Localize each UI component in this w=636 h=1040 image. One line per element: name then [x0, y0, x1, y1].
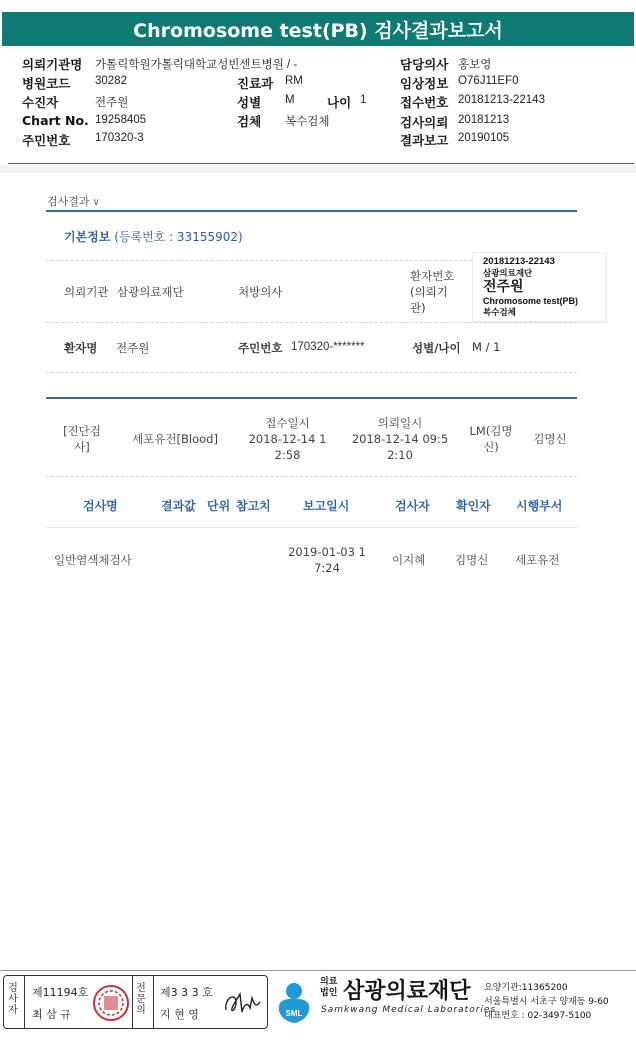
- sex-label: 성별: [237, 95, 262, 110]
- basic-info-title: [64, 228, 243, 245]
- received-line1: 2018-12-14 1: [248, 432, 327, 446]
- specialist-v-char: 문: [136, 994, 146, 1005]
- org-address: 서울특별시 서초구 양재동 9-60: [484, 997, 609, 1007]
- received-label: 접수일시: [265, 416, 310, 430]
- col-tester: 검사자: [395, 499, 430, 513]
- inspector-name: 최 삼 규: [32, 1008, 71, 1021]
- inspector-v-char: 자: [8, 1005, 18, 1016]
- table-header-divider: [46, 527, 577, 528]
- sml-logo-icon: [268, 977, 320, 1027]
- row-tester: 이지혜: [392, 553, 426, 567]
- col-report-time: 보고일시: [303, 499, 350, 513]
- org-name: 삼광의료재단: [343, 979, 471, 1004]
- request-date-label: 검사의뢰: [400, 115, 449, 130]
- specimen-value: 복수검체: [285, 116, 330, 128]
- received-datetime: [240, 415, 335, 463]
- row-test-name: 일반염색체검사: [54, 553, 132, 567]
- order-dept: 세포유전[Blood]: [132, 432, 218, 446]
- col-unit: 단위: [207, 499, 231, 513]
- report-date-value: 20190105: [458, 132, 510, 144]
- specialist-v-char: 전: [136, 983, 146, 994]
- result-section-toggle[interactable]: [47, 193, 100, 209]
- section-divider: [46, 210, 577, 212]
- patient-name-label: 환자명: [64, 341, 98, 355]
- resident-number-value: 170320-*******: [291, 341, 365, 353]
- header-shadow-band: [0, 165, 636, 173]
- inspector-v-char: 검: [8, 983, 18, 994]
- row-report-time: [280, 544, 374, 576]
- receipt-no-value: 20181213-22143: [458, 94, 545, 106]
- org-prefix-line2: 법인: [320, 988, 338, 998]
- chart-no-value: 19258405: [95, 114, 147, 126]
- basic-info-heading: 기본정보: [64, 230, 111, 244]
- patient-number-label-line1: 환자번호: [410, 269, 455, 283]
- patient-number-label-line3: 관): [410, 301, 426, 315]
- order-type: [56, 423, 108, 455]
- col-dept: 시행부서: [516, 499, 563, 513]
- seal-stamp-icon: [92, 984, 130, 1022]
- clinical-info-label: 임상정보: [400, 76, 449, 91]
- received-line2: 2:58: [274, 448, 301, 462]
- row-divider: [46, 322, 577, 323]
- org-prefix: [320, 977, 337, 999]
- requested-label: 의뢰일시: [377, 416, 423, 430]
- specialist-v-char: 의: [136, 1005, 146, 1016]
- sticker-org: 삼광의료재단: [483, 269, 533, 279]
- org-code: 요양기관:11365200: [484, 983, 568, 993]
- age-value: 1: [360, 94, 367, 106]
- institution-label: 의뢰기관명: [22, 57, 83, 72]
- dept-value: RM: [285, 75, 303, 87]
- patient-name-value: 전주원: [116, 341, 150, 355]
- lab-manager-line1: LM(김명: [469, 424, 513, 438]
- col-reference: 참고치: [236, 499, 271, 513]
- signature-separator: [132, 976, 133, 1028]
- request-date-value: 20181213: [458, 114, 510, 126]
- resident-no-label: 주민번호: [22, 133, 71, 148]
- requested-datetime: [344, 415, 456, 463]
- sticker-specimen: 복수검체: [483, 308, 516, 318]
- org-phone: 대표번호 : 02-3497-5100: [484, 1011, 592, 1021]
- dept-label: 진료과: [237, 76, 274, 91]
- col-test-name: 검사명: [83, 499, 118, 513]
- inspector-license-no: 제11194호: [32, 986, 89, 999]
- sex-age-value: M / 1: [472, 340, 501, 354]
- inspector-v-char: 사: [8, 994, 18, 1005]
- requested-line2: 2:10: [387, 448, 413, 462]
- order-type-line2: 사]: [74, 440, 90, 454]
- col-result: 결과값: [161, 499, 196, 513]
- signature-separator: [153, 976, 154, 1028]
- header-divider: [8, 163, 634, 164]
- prescribing-doctor-label: 처방의사: [238, 285, 283, 299]
- requesting-institution-value: 삼광의료재단: [117, 285, 184, 299]
- registration-number: (등록번호 : 33155902): [114, 230, 243, 244]
- inspector-vertical-label: [7, 983, 19, 1016]
- patient-label: 수진자: [22, 95, 59, 110]
- patient-value: 전주원: [95, 97, 129, 109]
- requesting-institution-label: 의뢰기관: [64, 285, 109, 299]
- order-confirmer: 김명신: [533, 432, 567, 446]
- sticker-patient-name: 전주원: [483, 279, 524, 295]
- row-divider: [46, 372, 577, 373]
- handwritten-signature-icon: [222, 988, 262, 1018]
- resident-no-value: 170320-3: [95, 132, 144, 144]
- row-dept: 세포유전: [515, 553, 560, 567]
- chart-no-label: Chart No.: [22, 113, 89, 128]
- signature-box: [3, 975, 268, 1029]
- receipt-no-label: 접수번호: [400, 95, 449, 110]
- signature-separator: [24, 976, 25, 1028]
- org-prefix-line1: 의료: [320, 977, 338, 987]
- patient-number-label-line2: (의뢰기: [410, 285, 448, 299]
- logo-text: SML: [285, 1009, 303, 1018]
- order-type-line1: [진단검: [63, 424, 101, 438]
- patient-number-label: [410, 268, 454, 316]
- sex-value: M: [285, 94, 295, 106]
- row-divider: [46, 476, 577, 477]
- sticker-receipt-no: 20181213-22143: [483, 256, 555, 267]
- specimen-sticker: [472, 252, 606, 322]
- row-confirmer: 김명신: [455, 553, 489, 567]
- specialist-vertical-label: [135, 983, 147, 1016]
- requested-line1: 2018-12-14 09:5: [351, 432, 449, 446]
- report-title: Chromosome test(PB) 검사결과보고서: [2, 12, 634, 46]
- footer-divider: [0, 970, 636, 971]
- org-english-name: Samkwang Medical Laboratories: [321, 1005, 497, 1015]
- row-report-time-line1: 2019-01-03 1: [288, 545, 366, 559]
- section-divider: [46, 397, 577, 399]
- row-report-time-line2: 7:24: [314, 561, 340, 575]
- attending-value: 홍보영: [458, 59, 492, 71]
- hospital-code-label: 병원코드: [22, 76, 71, 91]
- specialist-name: 지 현 영: [160, 1008, 199, 1021]
- specialist-license-no: 제3 3 3 호: [160, 986, 213, 999]
- attending-label: 담당의사: [400, 57, 449, 72]
- lab-manager-line2: 신): [483, 440, 499, 454]
- specimen-label: 검체: [237, 114, 262, 129]
- sex-age-label: 성별/나이: [412, 341, 461, 355]
- report-date-label: 결과보고: [400, 133, 449, 148]
- chevron-down-icon: ∨: [92, 197, 100, 208]
- hospital-code-value: 30282: [95, 75, 127, 87]
- result-section-label: 검사결과: [47, 195, 90, 208]
- lab-manager: [462, 423, 520, 455]
- clinical-info-value: O76J11EF0: [458, 75, 519, 87]
- col-confirmer: 확인자: [456, 499, 491, 513]
- age-label: 나이: [327, 95, 352, 110]
- resident-number-label: 주민번호: [238, 341, 283, 355]
- sticker-test-name: Chromosome test(PB): [483, 296, 579, 306]
- institution-value: 가톨릭학원가톨릭대학교성빈센트병원 / -: [95, 59, 298, 71]
